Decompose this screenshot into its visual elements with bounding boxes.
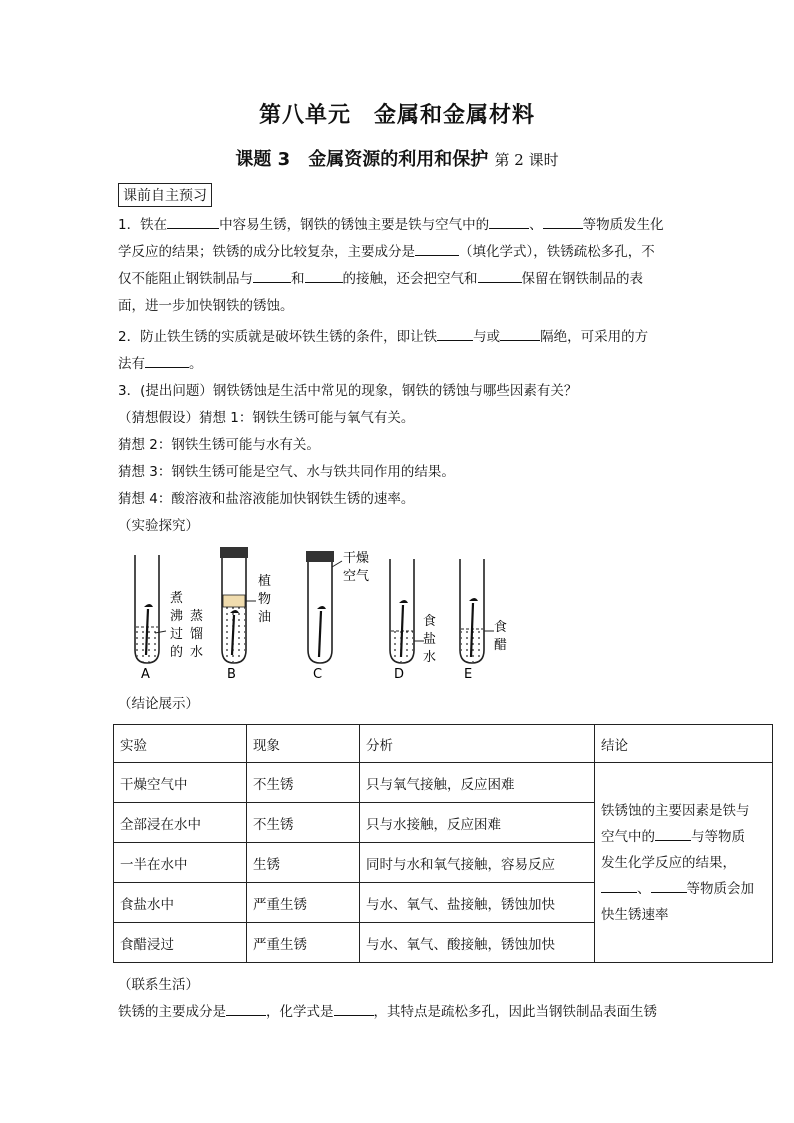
tube-e-desc-1: 食	[494, 620, 508, 635]
test-tube-figure	[110, 545, 530, 685]
cell-experiment: 食醋浸过	[114, 923, 247, 963]
q1-text-d: 等物质发生化	[582, 217, 664, 233]
q2-line2	[118, 351, 203, 378]
q2-text-a: 2．防止铁生锈的实质就是破坏铁生锈的条件，即让铁	[118, 329, 438, 345]
cell-analysis: 与水、氧气、酸接触，锈蚀加快	[360, 923, 595, 963]
q1-text-g: 仅不能阻止钢铁制品与	[118, 271, 253, 287]
q2-text-c: 隔绝，可采用的方	[540, 329, 649, 345]
answer-blank[interactable]	[415, 240, 459, 256]
answer-blank[interactable]	[167, 213, 219, 229]
tube-c-label: C	[313, 667, 323, 682]
q2-text-b: 与或	[473, 329, 501, 345]
answer-blank[interactable]	[489, 213, 529, 229]
tube-d-label: D	[394, 667, 405, 682]
page-title: 第八单元 金属和金属材料	[258, 103, 535, 128]
cell-experiment: 一半在水中	[114, 843, 247, 883]
life-line1	[118, 999, 657, 1026]
tube-d-desc-1: 食	[423, 614, 437, 629]
col-header-experiment: 实验	[114, 725, 247, 763]
cell-analysis: 只与氧气接触，反应困难	[360, 763, 595, 803]
life-text-a: 铁锈的主要成分是	[118, 1004, 226, 1020]
life-heading: （联系生活）	[118, 977, 199, 993]
tube-d-desc-3: 水	[423, 650, 437, 665]
tube-a-label: A	[141, 667, 150, 682]
life-text-b: ，化学式是	[266, 1004, 334, 1020]
q3-guess2: 猜想 2：钢铁生锈可能与水有关。	[118, 437, 320, 453]
answer-blank[interactable]	[655, 825, 691, 841]
cell-observation: 严重生锈	[247, 883, 360, 923]
table-row	[114, 763, 773, 803]
tube-b-water-1: 蒸	[190, 609, 204, 624]
lesson-subtitle	[0, 145, 794, 171]
answer-blank[interactable]	[500, 325, 540, 341]
q1-text-a: 1．铁在	[118, 217, 168, 233]
answer-blank[interactable]	[437, 325, 473, 341]
q1-text-b: 中容易生锈，钢铁的锈蚀主要是铁与空气中的	[219, 217, 490, 233]
q1-text-i: 的接触，还会把空气和	[342, 271, 478, 287]
tube-c-desc-2: 空气	[343, 569, 370, 584]
tube-b-oil-2: 物	[258, 592, 272, 607]
test-tube-b	[190, 547, 271, 682]
tube-b-water-2: 馏	[190, 627, 204, 642]
q1-line2	[118, 239, 655, 266]
q3-guess4: 猜想 4：酸溶液和盐溶液能加快钢铁生锈的速率。	[118, 491, 415, 507]
conclusion-line3: 发生化学反应的结果，	[601, 854, 736, 871]
q1-line1	[118, 212, 664, 239]
q1-line4	[118, 293, 294, 320]
preview-section-label: 课前自主预习	[118, 183, 212, 207]
conclusion-line2	[601, 824, 766, 850]
answer-blank[interactable]	[145, 352, 189, 368]
cell-experiment: 全部浸在水中	[114, 803, 247, 843]
col-header-analysis: 分析	[360, 725, 595, 763]
test-tube-c	[306, 551, 369, 682]
lesson-subtitle-period: 第 2 课时	[494, 151, 559, 169]
tube-a-desc-1: 煮	[170, 591, 184, 606]
q1-text-k: 面，进一步加快钢铁的锈蚀。	[118, 298, 294, 314]
life-text-c: ，其特点是疏松多孔，因此当钢铁制品表面生锈	[373, 1004, 657, 1020]
tube-a-desc-2: 沸	[170, 609, 184, 624]
conclusion-text-4b: 等物质会加	[686, 880, 754, 897]
cell-observation: 严重生锈	[247, 923, 360, 963]
tube-a-desc-4: 的	[170, 645, 184, 660]
q1-text-e: 学反应的结果；铁锈的成分比较复杂，主要成分是	[118, 244, 415, 260]
tube-e-label: E	[464, 667, 473, 682]
answer-blank[interactable]	[478, 267, 522, 283]
cell-observation: 不生锈	[247, 763, 360, 803]
conclusion-text-2b: 与等物质	[691, 828, 745, 845]
cell-analysis: 只与水接触，反应困难	[360, 803, 595, 843]
tube-b-label: B	[227, 667, 236, 682]
test-tube-d	[390, 559, 436, 682]
q2-text-e: 。	[189, 356, 203, 372]
results-table	[113, 724, 773, 963]
answer-blank[interactable]	[334, 1000, 374, 1016]
tube-b-water-3: 水	[190, 645, 204, 660]
answer-blank[interactable]	[253, 267, 291, 283]
tube-b-oil-3: 油	[258, 610, 272, 625]
cell-observation: 生锈	[247, 843, 360, 883]
answer-blank[interactable]	[226, 1000, 266, 1016]
q2-text-d: 法有	[118, 356, 145, 372]
test-tube-a	[135, 555, 183, 682]
conclusion-text-2a: 空气中的	[601, 828, 655, 845]
answer-blank[interactable]	[601, 877, 637, 893]
q3-guess3: 猜想 3：钢铁生锈可能是空气、水与铁共同作用的结果。	[118, 464, 455, 480]
q3-question: 3．(提出问题）钢铁锈蚀是生活中常见的现象，钢铁的锈蚀与哪些因素有关？	[118, 383, 578, 399]
cell-observation: 不生锈	[247, 803, 360, 843]
tube-a-desc-3: 过	[170, 627, 184, 642]
cell-experiment: 干燥空气中	[114, 763, 247, 803]
q1-text-j: 保留在钢铁制品的表	[521, 271, 643, 287]
q1-text-h: 和	[291, 271, 305, 287]
tube-e-desc-2: 醋	[494, 638, 508, 653]
q3-guess1: （猜想假设）猜想 1：钢铁生锈可能与氧气有关。	[118, 410, 415, 426]
q1-line3	[118, 266, 643, 293]
tube-d-desc-2: 盐	[423, 632, 437, 647]
q2-line1	[118, 324, 648, 351]
test-tube-e	[460, 559, 507, 682]
answer-blank[interactable]	[651, 877, 687, 893]
cell-analysis: 同时与水和氧气接触，容易反应	[360, 843, 595, 883]
cell-analysis: 与水、氧气、盐接触，锈蚀加快	[360, 883, 595, 923]
q1-text-c: 、	[529, 217, 543, 233]
col-header-conclusion: 结论	[595, 725, 773, 763]
conclusion-heading: （结论展示）	[118, 696, 199, 712]
answer-blank[interactable]	[543, 213, 583, 229]
table-header-row	[114, 725, 773, 763]
tube-c-desc-1: 干燥	[343, 551, 370, 566]
cell-conclusion	[595, 763, 773, 963]
conclusion-text-4a: 、	[637, 880, 651, 897]
col-header-observation: 现象	[247, 725, 360, 763]
lesson-subtitle-main: 课题 3 金属资源的利用和保护	[235, 149, 489, 170]
tube-b-oil-1: 植	[258, 574, 272, 589]
q3-explore-heading: （实验探究）	[118, 518, 199, 534]
conclusion-line4	[601, 876, 766, 902]
cell-experiment: 食盐水中	[114, 883, 247, 923]
conclusion-line5: 快生锈速率	[601, 906, 669, 923]
answer-blank[interactable]	[305, 267, 343, 283]
conclusion-line1: 铁锈蚀的主要因素是铁与	[601, 802, 750, 819]
q1-text-f: （填化学式），铁锈疏松多孔，不	[459, 244, 655, 260]
